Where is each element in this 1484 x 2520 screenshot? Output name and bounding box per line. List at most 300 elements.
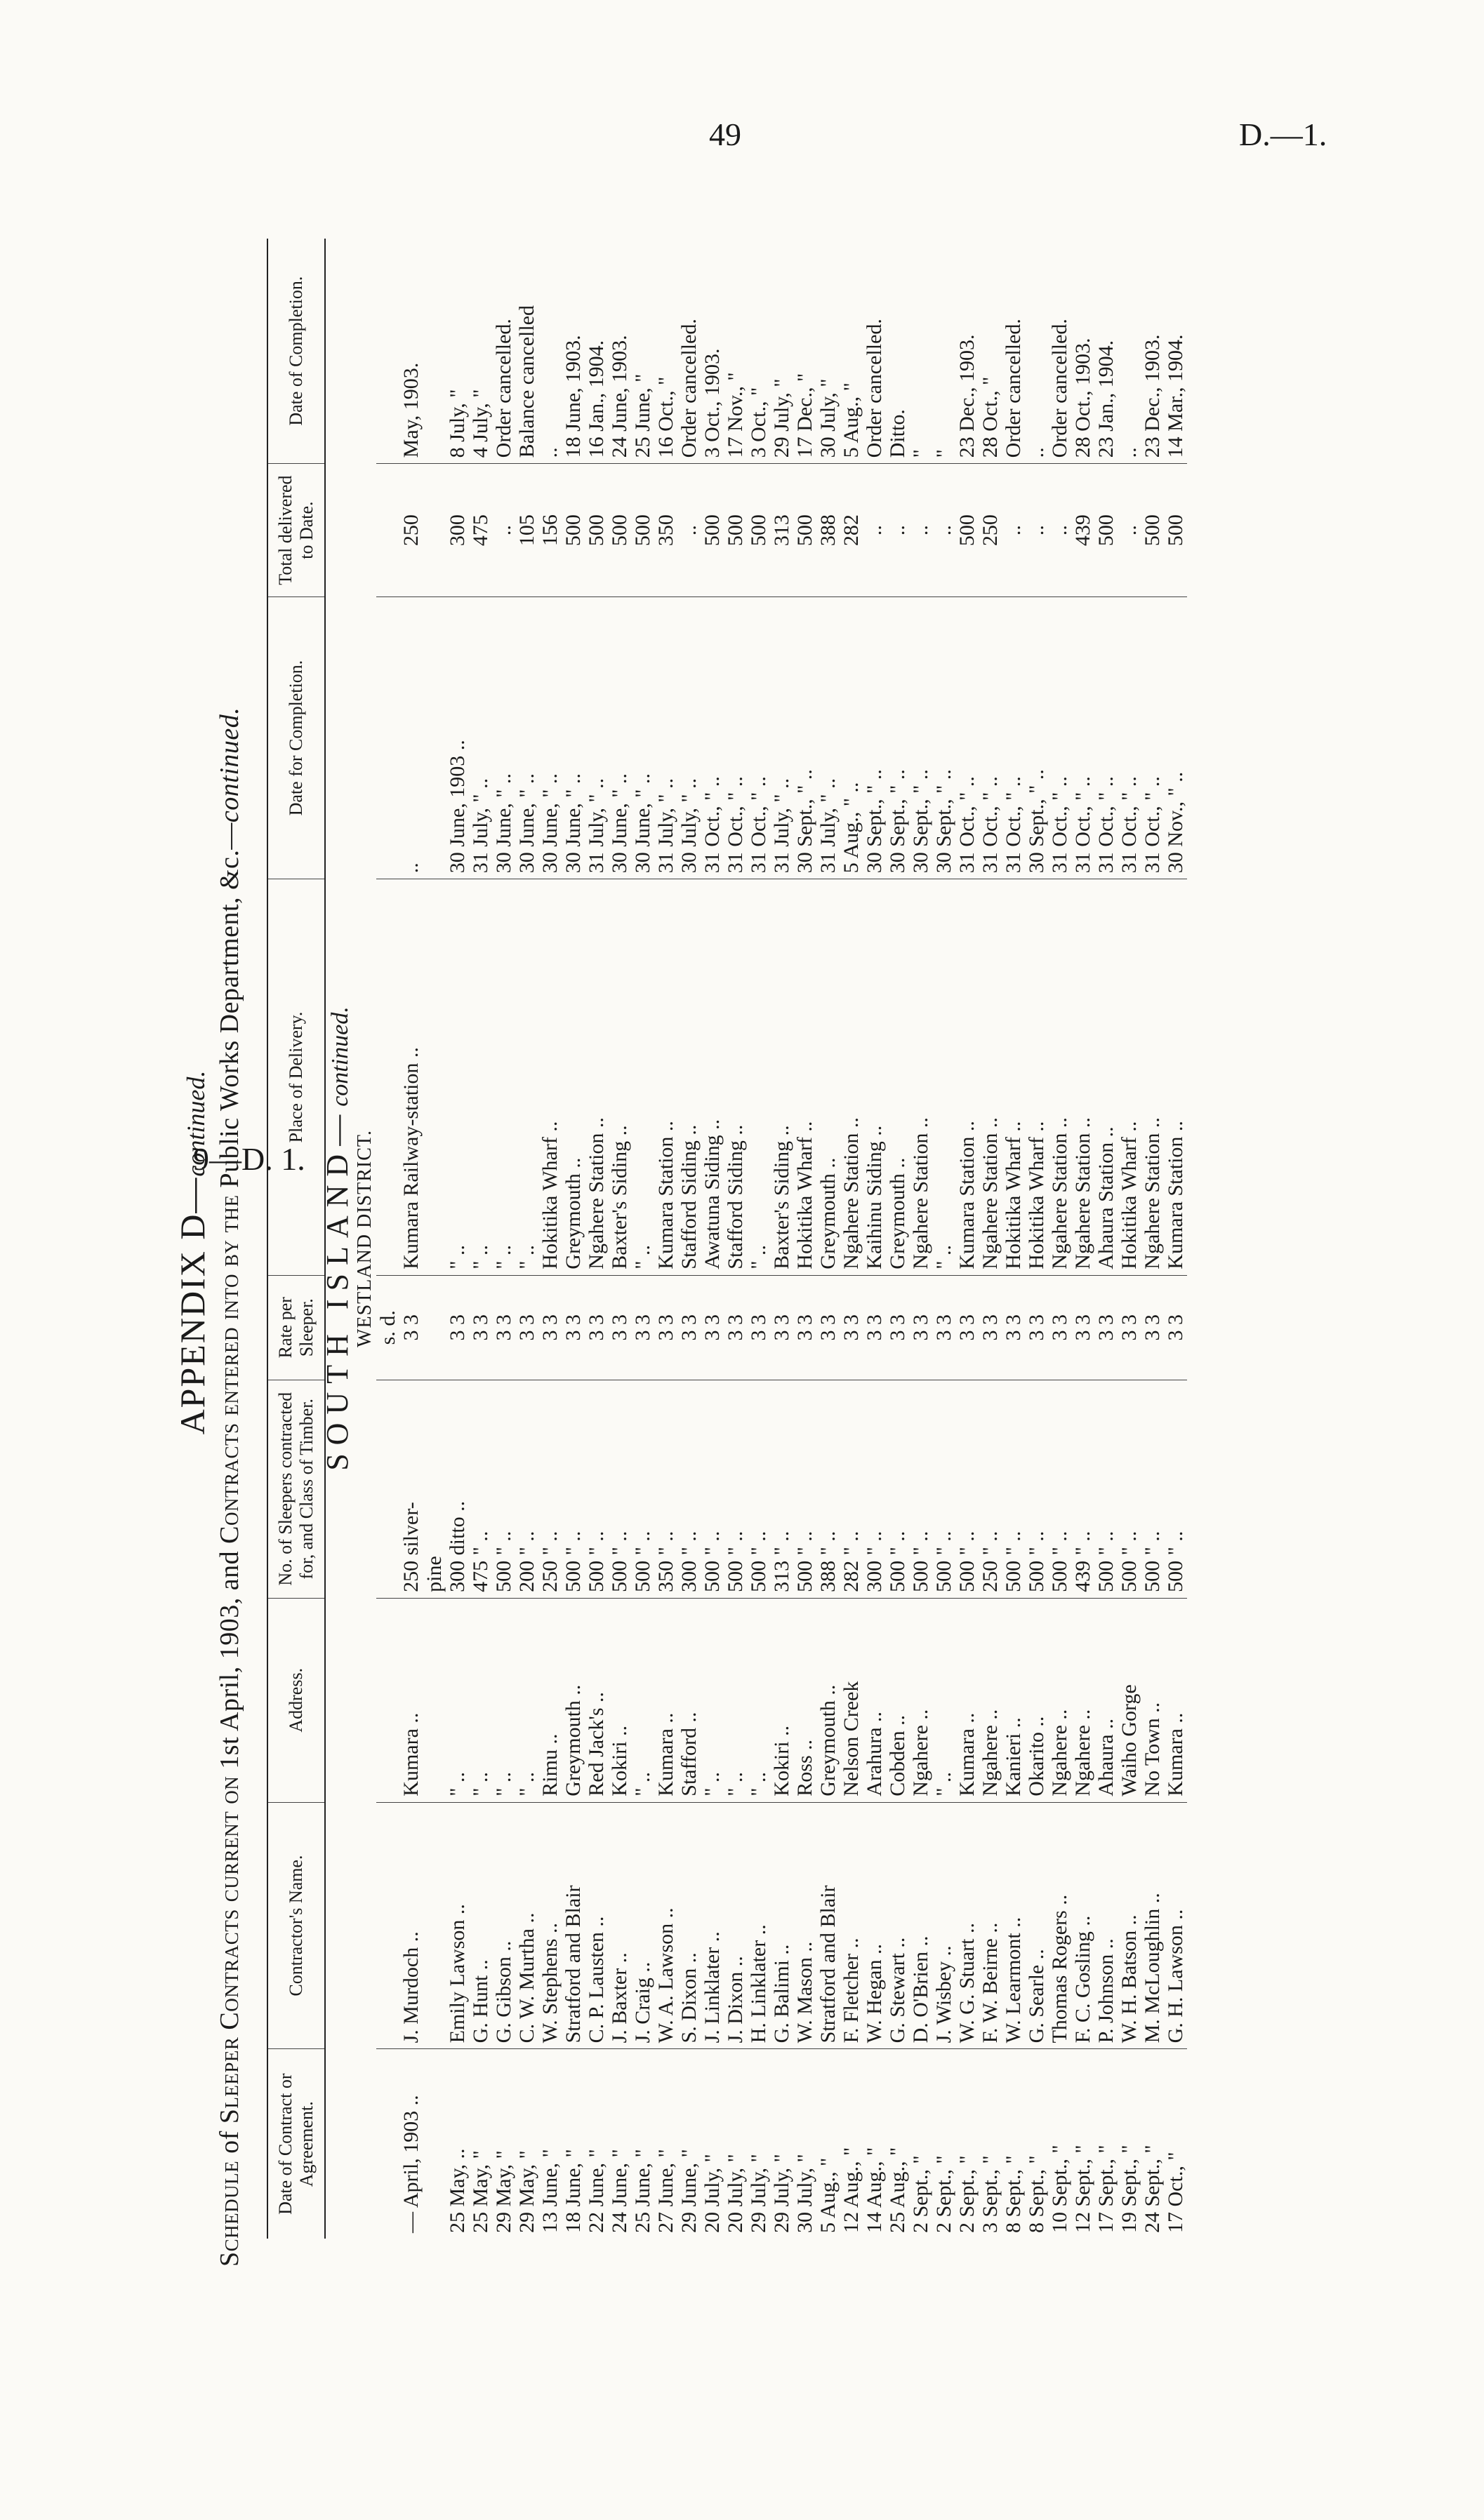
cell-date: 27 June, " <box>654 2149 677 2233</box>
cell-completion: 31 Oct., " .. <box>1141 596 1164 879</box>
cell-rate: 3 3 <box>585 1275 608 1380</box>
cell-rate: 3 3 <box>492 1275 515 1380</box>
cell-place: Baxter's Siding .. <box>770 879 793 1276</box>
cell-done: 24 June, 1903. <box>608 239 631 464</box>
cell-address: Ngahere .. <box>1071 1598 1094 1802</box>
cell-name: W. Hegan .. <box>863 1802 886 2049</box>
cell-done: " <box>909 239 932 464</box>
cell-total: 500 <box>631 464 654 597</box>
cell-name: Thomas Rogers .. <box>1048 1802 1071 2049</box>
cell-place: Ahaura Station .. <box>1094 879 1118 1276</box>
cell-total: 300 <box>446 464 469 597</box>
cell-completion <box>423 596 446 879</box>
cell-rate: 3 3 <box>1071 1275 1094 1380</box>
schedule-title-e: Contracts entered into by the <box>215 1194 244 1544</box>
cell-total: .. <box>909 464 932 597</box>
table-row <box>1002 239 1025 2239</box>
cell-rate: 3 3 <box>446 1275 469 1380</box>
cell-address: Kanieri .. <box>1002 1598 1025 1802</box>
cell-completion: 31 Oct., " .. <box>1071 596 1094 879</box>
cell-date: 25 May, " <box>468 2150 492 2233</box>
cell-name: G. Hunt .. <box>469 1802 492 2049</box>
cell-rate: 3 3 <box>1118 1275 1141 1380</box>
cell-completion: 31 Oct., " .. <box>1094 596 1118 879</box>
empty-cell <box>376 2049 399 2239</box>
cell-name: S. Dixon .. <box>677 1802 701 2049</box>
cell-rate: 3 3 <box>886 1275 909 1380</box>
cell-date: 17 Oct., " <box>1163 2152 1187 2233</box>
cell-address: Red Jack's .. <box>585 1598 608 1802</box>
cell-total: 105 <box>515 464 538 597</box>
cell-done: 30 July, " <box>816 239 840 464</box>
cell-done: 25 June, " <box>631 239 654 464</box>
cell-rate: 3 3 <box>863 1275 886 1380</box>
cell-total: 500 <box>1164 464 1187 597</box>
cell-place: Kumara Railway-station .. <box>399 879 423 1276</box>
cell-done: 5 Aug., " <box>840 239 863 464</box>
table-row <box>793 239 816 2239</box>
cell-total: 475 <box>469 464 492 597</box>
cell-rate: 3 3 <box>1002 1275 1025 1380</box>
cell-place: " .. <box>469 879 492 1276</box>
cell-name: W. Mason .. <box>793 1802 816 2049</box>
empty-cell <box>376 1598 399 1802</box>
empty-cell <box>376 239 399 464</box>
cell-address: " .. <box>701 1598 724 1802</box>
cell-completion: 31 July, " .. <box>585 596 608 879</box>
rate-units-row <box>376 239 399 2239</box>
cell-address: Kumara .. <box>955 1598 979 1802</box>
cell-address: Greymouth .. <box>562 1598 585 1802</box>
cell-date: 12 Aug., " <box>839 2147 863 2233</box>
cell-name: G. Gibson .. <box>492 1802 515 2049</box>
cell-rate: 3 3 <box>701 1275 724 1380</box>
table-row <box>724 239 747 2239</box>
cell-done <box>423 239 446 464</box>
column-header-place: Place of Delivery. <box>267 879 325 1276</box>
cell-place: Ngahere Station .. <box>909 879 932 1276</box>
cell-done: Order cancelled. <box>863 239 886 464</box>
cell-done: 28 Oct., 1903. <box>1071 239 1094 464</box>
cell-sleepers: 500 " .. <box>932 1380 955 1598</box>
cell-date: 25 May, .. <box>445 2148 469 2233</box>
cell-date: 29 July, " <box>769 2154 793 2233</box>
column-header-total-delivered: Total delivered to Date. <box>267 464 325 597</box>
cell-completion: 31 Oct., " .. <box>747 596 770 879</box>
cell-name: F. C. Gosling .. <box>1071 1802 1094 2049</box>
column-header-contractor-name: Contractor's Name. <box>267 1802 325 2049</box>
cell-total: 500 <box>585 464 608 597</box>
cell-address: Greymouth .. <box>816 1598 840 1802</box>
cell-sleepers: 282 " .. <box>840 1380 863 1598</box>
cell-place: Kumara Station .. <box>1164 879 1187 1276</box>
table-row <box>979 239 1002 2239</box>
cell-total: 500 <box>562 464 585 597</box>
cell-completion: 30 June, " .. <box>538 596 562 879</box>
appendix-title-text: APPENDIX D— <box>173 1176 212 1435</box>
cell-done: 3 Oct., 1903. <box>701 239 724 464</box>
cell-rate: 3 3 <box>1025 1275 1048 1380</box>
cell-rate: 3 3 <box>631 1275 654 1380</box>
island-continued: continued. <box>326 1006 353 1107</box>
cell-date: 8 Sept., " <box>1024 2155 1048 2233</box>
cell-sleepers: 500 " .. <box>1118 1380 1141 1598</box>
cell-rate: 3 3 <box>608 1275 631 1380</box>
table-row <box>863 239 886 2239</box>
cell-rate <box>423 1275 446 1380</box>
table-row <box>932 239 955 2239</box>
cell-name: M. McLoughlin .. <box>1141 1802 1164 2049</box>
cell-name: C. P. Lausten .. <box>585 1802 608 2049</box>
cell-place: " .. <box>515 879 538 1276</box>
cell-done: 23 Jan., 1904. <box>1094 239 1118 464</box>
cell-place: Hokitika Wharf .. <box>793 879 816 1276</box>
table-row <box>1164 239 1187 2239</box>
cell-done: Order cancelled. <box>492 239 515 464</box>
table-row <box>886 239 909 2239</box>
empty-cell <box>376 1802 399 2049</box>
cell-address: Ngahere .. <box>909 1598 932 1802</box>
cell-name: P. Johnson .. <box>1094 1802 1118 2049</box>
cell-total: 388 <box>816 464 840 597</box>
cell-rate: 3 3 <box>1164 1275 1187 1380</box>
column-header-date-for-completion: Date for Completion. <box>267 596 325 879</box>
cell-total: 500 <box>1094 464 1118 597</box>
cell-place: " .. <box>932 879 955 1276</box>
table-row <box>1094 239 1118 2239</box>
cell-address: " .. <box>492 1598 515 1802</box>
cell-sleepers: 500 " .. <box>1094 1380 1118 1598</box>
column-header-date-of-contract: Date of Contract or Agreement. <box>267 2049 325 2239</box>
cell-rate: 3 3 <box>1048 1275 1071 1380</box>
cell-address: Ahaura .. <box>1094 1598 1118 1802</box>
cell-done: 28 Oct., " <box>979 239 1002 464</box>
cell-total: .. <box>492 464 515 597</box>
cell-address: " .. <box>724 1598 747 1802</box>
cell-done: 29 July, " <box>770 239 793 464</box>
cell-sleepers: 350 " .. <box>654 1380 677 1598</box>
cell-sleepers: 500 " .. <box>585 1380 608 1598</box>
section-island-cell <box>319 239 355 2239</box>
cell-address: " .. <box>631 1598 654 1802</box>
cell-sleepers: 500 " .. <box>562 1380 585 1598</box>
cell-done: 17 Dec., " <box>793 239 816 464</box>
cell-completion: 31 Oct., " .. <box>701 596 724 879</box>
cell-completion: 31 July, " .. <box>816 596 840 879</box>
table-row <box>955 239 979 2239</box>
cell-total: .. <box>886 464 909 597</box>
cell-sleepers: 500 " .. <box>1141 1380 1164 1598</box>
cell-total: 500 <box>701 464 724 597</box>
cell-total: .. <box>863 464 886 597</box>
empty-cell <box>376 879 399 1276</box>
schedule-title-c: Sleeper Contracts current on <box>215 1775 244 2124</box>
cell-date: 14 Aug., " <box>862 2147 886 2233</box>
cell-rate: 3 3 <box>816 1275 840 1380</box>
cell-total: 500 <box>1141 464 1164 597</box>
cell-completion: 30 June, " .. <box>631 596 654 879</box>
table-row <box>469 239 492 2239</box>
table-row <box>423 239 446 2239</box>
table-row <box>816 239 840 2239</box>
cell-done: " <box>932 239 955 464</box>
cell-address: Okarito .. <box>1025 1598 1048 1802</box>
cell-address: Rimu .. <box>538 1598 562 1802</box>
cell-place: Ngahere Station .. <box>1048 879 1071 1276</box>
cell-rate: 3 3 <box>562 1275 585 1380</box>
column-header-address: Address. <box>267 1598 325 1802</box>
cell-place: Stafford Siding .. <box>724 879 747 1276</box>
cell-sleepers: 500 " .. <box>955 1380 979 1598</box>
cell-completion: 31 July, " .. <box>654 596 677 879</box>
cell-completion: 30 Sept., " .. <box>932 596 955 879</box>
cell-done: Order cancelled. <box>677 239 701 464</box>
table-row <box>515 239 538 2239</box>
cell-name: H. Linklater .. <box>747 1802 770 2049</box>
district-heading: WESTLAND DISTRICT. <box>353 1130 376 1347</box>
cell-done: 18 June, 1903. <box>562 239 585 464</box>
cell-done: 8 July, " <box>446 239 469 464</box>
cell-rate: 3 3 <box>1094 1275 1118 1380</box>
cell-sleepers: 200 " .. <box>515 1380 538 1598</box>
cell-rate: 3 3 <box>469 1275 492 1380</box>
section-district-row <box>352 239 376 2239</box>
cell-name: F. Fletcher .. <box>840 1802 863 2049</box>
cell-date: 18 June, " <box>561 2149 585 2233</box>
cell-name: W. A. Lawson .. <box>654 1802 677 2049</box>
cell-sleepers: 250 " .. <box>538 1380 562 1598</box>
cell-sleepers: 500 " .. <box>747 1380 770 1598</box>
cell-address: Kokiri .. <box>608 1598 631 1802</box>
cell-completion: 30 June, " .. <box>608 596 631 879</box>
page-number: 49 <box>709 116 741 152</box>
cell-date: 12 Sept., " <box>1071 2145 1094 2233</box>
cell-completion: 30 June, 1903 .. <box>446 596 469 879</box>
cell-address <box>423 1598 446 1802</box>
table-row <box>654 239 677 2239</box>
cell-total: 500 <box>793 464 816 597</box>
cell-date: 2 Sept., " <box>955 2155 979 2233</box>
cell-place: " .. <box>747 879 770 1276</box>
table-row <box>585 239 608 2239</box>
cell-sleepers: 250 " .. <box>979 1380 1002 1598</box>
cell-date: 5 Aug., " <box>816 2157 840 2233</box>
cell-sleepers: 500 " .. <box>1025 1380 1048 1598</box>
cell-done: May, 1903. <box>399 239 423 464</box>
cell-date: 2 Sept., " <box>932 2155 955 2233</box>
document-reference-top: D.—1. <box>1239 116 1327 152</box>
table-row <box>562 239 585 2239</box>
cell-name: J. Wisbey .. <box>932 1802 955 2049</box>
cell-place: " .. <box>492 879 515 1276</box>
cell-date: 24 Sept., " <box>1140 2145 1164 2233</box>
table-row <box>608 239 631 2239</box>
column-header-sleepers: No. of Sleepers contracted for, and Class of Timber. <box>267 1380 325 1598</box>
cell-completion: 31 Oct., " .. <box>1002 596 1025 879</box>
cell-total: 313 <box>770 464 793 597</box>
cell-sleepers: 500 " .. <box>724 1380 747 1598</box>
table-row <box>1071 239 1094 2239</box>
cell-sleepers: 300 " .. <box>863 1380 886 1598</box>
cell-total: .. <box>1118 464 1141 597</box>
table-header-row <box>267 239 325 2239</box>
cell-sleepers: 500 " .. <box>631 1380 654 1598</box>
cell-place: Ngahere Station .. <box>1071 879 1094 1276</box>
cell-done: 17 Nov., " <box>724 239 747 464</box>
cell-rate: 3 3 <box>840 1275 863 1380</box>
cell-total: 282 <box>840 464 863 597</box>
cell-rate: 3 3 <box>538 1275 562 1380</box>
table-row <box>747 239 770 2239</box>
cell-date: 25 Aug., " <box>885 2147 909 2233</box>
cell-address: " .. <box>747 1598 770 1802</box>
cell-date: 10 Sept., " <box>1047 2145 1071 2233</box>
cell-place: Greymouth .. <box>816 879 840 1276</box>
cell-sleepers: 313 " .. <box>770 1380 793 1598</box>
cell-name: G. Balimi .. <box>770 1802 793 2049</box>
cell-total: .. <box>932 464 955 597</box>
cell-rate: 3 3 <box>909 1275 932 1380</box>
cell-done: .. <box>538 239 562 464</box>
cell-place: " .. <box>631 879 654 1276</box>
cell-rate: 3 3 <box>677 1275 701 1380</box>
cell-sleepers: 500 " .. <box>886 1380 909 1598</box>
cell-total: .. <box>1002 464 1025 597</box>
cell-name: J. Dixon .. <box>724 1802 747 2049</box>
cell-address: " .. <box>446 1598 469 1802</box>
cell-completion: 30 Sept., " .. <box>1025 596 1048 879</box>
cell-place: Hokitika Wharf .. <box>1025 879 1048 1276</box>
cell-address: Arahura .. <box>863 1598 886 1802</box>
cell-name: G. Searle .. <box>1025 1802 1048 2049</box>
cell-name: W. G. Stuart .. <box>955 1802 979 2049</box>
cell-rate: 3 3 <box>399 1275 423 1380</box>
sleeper-contracts-table <box>267 239 1187 2239</box>
cell-address: Kumara .. <box>654 1598 677 1802</box>
cell-place: Kumara Station .. <box>654 879 677 1276</box>
cell-total <box>423 464 446 597</box>
cell-name: J. Craig .. <box>631 1802 654 2049</box>
table-row <box>1048 239 1071 2239</box>
cell-total: .. <box>1025 464 1048 597</box>
cell-place: Kumara Station .. <box>955 879 979 1276</box>
cell-place: Stafford Siding .. <box>677 879 701 1276</box>
cell-total: 350 <box>654 464 677 597</box>
table-row <box>631 239 654 2239</box>
table-row <box>770 239 793 2239</box>
cell-rate: 3 3 <box>979 1275 1002 1380</box>
cell-address: Ngahere .. <box>1048 1598 1071 1802</box>
cell-date: 29 June, " <box>677 2149 701 2233</box>
cell-completion: 30 June, " .. <box>492 596 515 879</box>
cell-name: J. Linklater .. <box>701 1802 724 2049</box>
cell-done: 16 Jan., 1904. <box>585 239 608 464</box>
cell-date: 2 Sept., " <box>908 2155 932 2233</box>
cell-address: Ross .. <box>793 1598 816 1802</box>
cell-place: Greymouth .. <box>886 879 909 1276</box>
document-reference-bottom: 9—D. 1. <box>193 1141 305 1177</box>
cell-name: Stratford and Blair <box>816 1802 840 2049</box>
cell-name <box>423 1802 446 2049</box>
cell-total: 500 <box>747 464 770 597</box>
cell-date: 20 July, " <box>700 2154 724 2233</box>
cell-rate: 3 3 <box>515 1275 538 1380</box>
cell-completion: 30 June, " .. <box>515 596 538 879</box>
schedule-title-continued: continued. <box>215 707 244 823</box>
cell-completion: 31 Oct., " .. <box>979 596 1002 879</box>
cell-done: .. <box>1025 239 1048 464</box>
cell-name: J. Baxter .. <box>608 1802 631 2049</box>
cell-place: Ngahere Station .. <box>979 879 1002 1276</box>
cell-done: 4 July, " <box>469 239 492 464</box>
cell-completion: 30 Nov., " .. <box>1164 596 1187 879</box>
cell-sleepers: 500 " .. <box>793 1380 816 1598</box>
cell-sleepers: 500 " .. <box>701 1380 724 1598</box>
cell-total: 439 <box>1071 464 1094 597</box>
table-row <box>1025 239 1048 2239</box>
cell-completion: 5 Aug., " .. <box>840 596 863 879</box>
cell-date: 29 July, " <box>746 2154 770 2233</box>
cell-total: .. <box>1048 464 1071 597</box>
cell-completion: 31 Oct., " .. <box>955 596 979 879</box>
schedule-title <box>214 707 245 2267</box>
cell-date: 17 Sept., " <box>1094 2145 1118 2233</box>
cell-completion: 30 Sept., " .. <box>863 596 886 879</box>
cell-date: 25 June, " <box>630 2149 654 2233</box>
empty-cell <box>376 1380 399 1598</box>
cell-completion: 30 July, " .. <box>677 596 701 879</box>
cell-name: D. O'Brien .. <box>909 1802 932 2049</box>
cell-name: F. W. Beirne .. <box>979 1802 1002 2049</box>
cell-completion: 30 Sept., " .. <box>793 596 816 879</box>
cell-completion: .. <box>399 596 423 879</box>
cell-done: Ditto. <box>886 239 909 464</box>
cell-rate: 3 3 <box>793 1275 816 1380</box>
rotated-schedule <box>172 239 1281 2267</box>
cell-sleepers: 439 " .. <box>1071 1380 1094 1598</box>
cell-total: 500 <box>608 464 631 597</box>
cell-name: Stratford and Blair <box>562 1802 585 2049</box>
cell-total: 500 <box>955 464 979 597</box>
cell-address: Ngahere .. <box>979 1598 1002 1802</box>
cell-sleepers: 500 " .. <box>909 1380 932 1598</box>
column-header-date-of-completion: Date of Completion. <box>267 239 325 464</box>
cell-place: Hokitika Wharf .. <box>538 879 562 1276</box>
cell-place: Awatuna Siding .. <box>701 879 724 1276</box>
cell-sleepers: 300 ditto .. <box>446 1380 469 1598</box>
table-row <box>1141 239 1164 2239</box>
cell-address: No Town .. <box>1141 1598 1164 1802</box>
cell-address: " .. <box>469 1598 492 1802</box>
island-heading <box>320 1006 355 1471</box>
table-row <box>840 239 863 2239</box>
cell-date: 3 Sept., " <box>978 2155 1002 2233</box>
schedule-title-d: 1st April, 1903, and <box>215 1550 244 1769</box>
cell-date <box>423 2049 446 2239</box>
cell-completion: 30 June, " .. <box>562 596 585 879</box>
rate-units: s. d. <box>376 1275 399 1380</box>
table-row <box>492 239 515 2239</box>
cell-date: — April, 1903 .. <box>399 2095 423 2233</box>
cell-completion: 31 Oct., " .. <box>724 596 747 879</box>
cell-completion: 31 Oct., " .. <box>1048 596 1071 879</box>
cell-place: Ngahere Station .. <box>840 879 863 1276</box>
table-row <box>677 239 701 2239</box>
cell-completion: 31 July, " .. <box>770 596 793 879</box>
cell-rate: 3 3 <box>955 1275 979 1380</box>
column-header-rate: Rate per Sleeper. <box>267 1275 325 1380</box>
empty-cell <box>376 464 399 597</box>
